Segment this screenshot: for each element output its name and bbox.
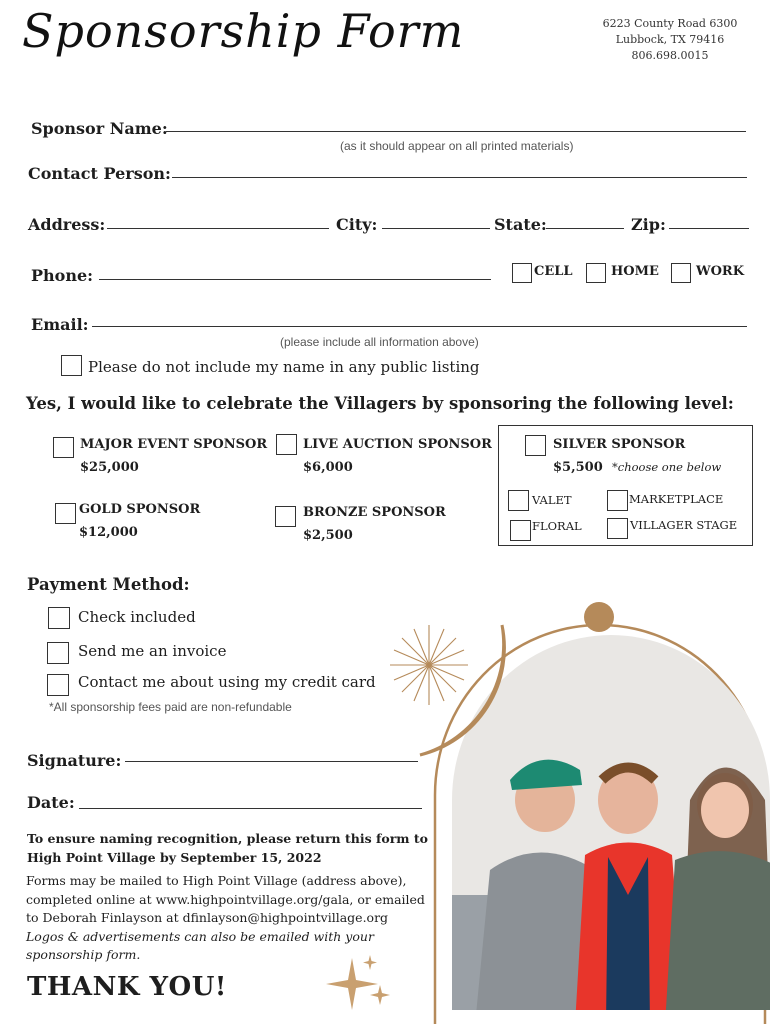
thank-you-text: THANK YOU! (27, 972, 227, 1002)
invoice-label: Send me an invoice (78, 642, 227, 660)
valet-checkbox[interactable] (508, 490, 529, 511)
cell-label: CELL (534, 264, 573, 279)
bronze-label: BRONZE SPONSOR (303, 505, 446, 520)
marketplace-checkbox[interactable] (607, 490, 628, 511)
silver-label: SILVER SPONSOR (553, 437, 686, 452)
work-checkbox[interactable] (671, 263, 691, 283)
home-label: HOME (611, 264, 659, 279)
email-label: Email: (31, 315, 89, 334)
sponsorship-level-heading: Yes, I would like to celebrate the Villagers by sponsoring the following level: (26, 394, 734, 413)
state-label: State: (494, 215, 547, 234)
sponsor-name-field[interactable] (166, 131, 746, 132)
zip-label: Zip: (631, 215, 666, 234)
zip-field[interactable] (669, 228, 749, 229)
floral-label: FLORAL (532, 519, 582, 533)
home-checkbox[interactable] (586, 263, 606, 283)
address-line-1: 6223 County Road 6300 (602, 17, 738, 30)
organization-address (590, 16, 750, 64)
cell-checkbox[interactable] (512, 263, 532, 283)
work-label: WORK (696, 264, 745, 279)
valet-label: VALET (532, 493, 572, 507)
phone-label: Phone: (31, 266, 94, 285)
address-line-2: Lubbock, TX 79416 (615, 33, 725, 46)
address-field[interactable] (107, 228, 329, 229)
gold-label: GOLD SPONSOR (79, 502, 201, 517)
date-label: Date: (27, 793, 75, 812)
form-title: Sponsorship Form (22, 4, 465, 58)
contact-person-field[interactable] (172, 177, 747, 178)
gold-circle-icon (584, 602, 614, 632)
non-refundable-note: *All sponsorship fees paid are non-refundable (49, 700, 292, 714)
signature-field[interactable] (125, 761, 418, 762)
mailing-instructions (26, 872, 436, 965)
live-auction-amount: $6,000 (303, 460, 353, 475)
check-included-label: Check included (78, 608, 196, 626)
contact-person-label: Contact Person: (28, 164, 171, 183)
starburst-icon (390, 625, 468, 705)
silver-note: *choose one below (612, 460, 722, 474)
phone-field[interactable] (99, 279, 491, 280)
silver-checkbox[interactable] (525, 435, 546, 456)
signature-label: Signature: (27, 751, 122, 770)
email-hint: (please include all information above) (280, 335, 479, 349)
recognition-line-1: To ensure naming recognition, please return this form to (27, 831, 428, 846)
recognition-line-2: High Point Village by September 15, 2022 (27, 850, 322, 865)
live-auction-checkbox[interactable] (276, 434, 297, 455)
bronze-checkbox[interactable] (275, 506, 296, 527)
invoice-checkbox[interactable] (47, 642, 69, 664)
group-photo (440, 615, 770, 1024)
major-event-amount: $25,000 (80, 460, 139, 475)
villager-stage-label: VILLAGER STAGE (630, 518, 738, 532)
marketplace-label: MARKETPLACE (629, 492, 724, 506)
silver-amount: $5,500 (553, 460, 603, 475)
sponsor-name-hint: (as it should appear on all printed materials) (340, 139, 574, 153)
email-field[interactable] (92, 326, 747, 327)
mail-line-2: completed online at www.highpointvillage.org/gala, or emailed (26, 891, 425, 907)
bronze-amount: $2,500 (303, 528, 353, 543)
no-public-listing-label: Please do not include my name in any public listing (88, 358, 480, 376)
gold-amount: $12,000 (79, 525, 138, 540)
decorative-photo-frame (380, 595, 770, 1024)
city-field[interactable] (382, 228, 490, 229)
logos-line-2: sponsorship form. (26, 947, 141, 962)
city-label: City: (336, 215, 378, 234)
check-included-checkbox[interactable] (48, 607, 70, 629)
mail-line-3: to Deborah Finlayson at dfinlayson@highpointvillage.org (26, 910, 389, 925)
no-public-listing-checkbox[interactable] (61, 355, 82, 376)
address-label: Address: (28, 215, 106, 234)
major-event-checkbox[interactable] (53, 437, 74, 458)
organization-phone: 806.698.0015 (631, 49, 709, 62)
major-event-label: MAJOR EVENT SPONSOR (80, 437, 268, 452)
sponsor-name-label: Sponsor Name: (31, 119, 168, 138)
floral-checkbox[interactable] (510, 520, 531, 541)
logos-line-1: Logos & advertisements can also be emailed with your (26, 928, 374, 944)
gold-checkbox[interactable] (55, 503, 76, 524)
state-field[interactable] (546, 228, 624, 229)
credit-card-label: Contact me about using my credit card (78, 673, 376, 691)
date-field[interactable] (79, 808, 422, 809)
credit-card-checkbox[interactable] (47, 674, 69, 696)
villager-stage-checkbox[interactable] (607, 518, 628, 539)
payment-method-heading: Payment Method: (27, 575, 190, 594)
live-auction-label: LIVE AUCTION SPONSOR (303, 437, 492, 452)
mail-line-1: Forms may be mailed to High Point Village (address above), (26, 873, 407, 888)
naming-recognition-note (27, 829, 437, 867)
